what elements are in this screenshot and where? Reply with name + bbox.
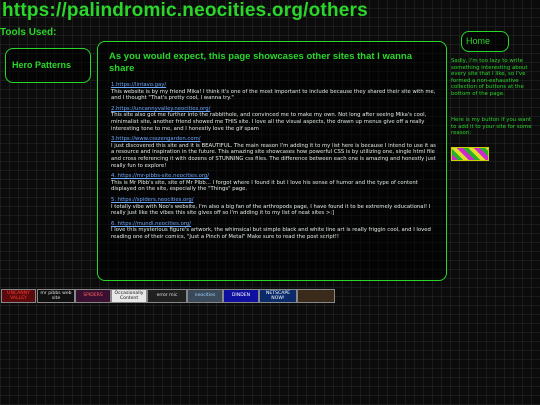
site-description-4: This is Mr Pibb's site, site of Mr Pibb... I forgot where I found it but I love his sense of humor and the type of content displayed on the site, especially the "Things" page.: [111, 179, 418, 193]
site-description-5: I totally vibe with Noo's website, I'm also a big fan of the arthropods page, I have found it to be extremely educational! I really just like the vibes this site gives off so I'm adding it to my list of neat sites >:]: [111, 203, 431, 217]
site-entry-5: [111, 197, 437, 217]
hero-patterns-link[interactable]: [5, 48, 91, 83]
dinden-button[interactable]: DINDEN: [223, 289, 259, 303]
site-link-6[interactable]: 6. https://mundi.neocities.org/: [111, 220, 192, 227]
home-label: Home: [466, 36, 491, 46]
sidebar-button-note: Here is my button if you want to add it to your site for some reason:: [451, 117, 532, 137]
my-site-button[interactable]: [451, 147, 489, 161]
misc-site-button[interactable]: [297, 289, 335, 303]
uncanny-valley-button[interactable]: UNCANNY VALLEY: [1, 289, 36, 303]
site-entry-6: [111, 221, 437, 241]
site-entry-2: [111, 106, 437, 132]
site-description-6: I love this mysterious figure's artwork, the whimsical but simple black and white line art is really friggin cool, and I loved reading one of their comics, "Just a Pinch of Metal" Make sure to read the post script!!: [111, 227, 431, 240]
occasionally-content-button[interactable]: Occasionally Content: [111, 289, 147, 303]
site-url-heading: https://palindromic.neocities.org/others: [2, 0, 368, 21]
sidebar-note: Sadly, I'm too lazy to write something interesting about every site that I like, so I've formed a non-exhaustive collection of buttons at the bottom of the page.: [451, 58, 528, 97]
main-content-panel: [97, 41, 447, 281]
site-link-5[interactable]: 5. https://spiders.neocities.org/: [111, 196, 194, 203]
site-description-2: This site also got me further into the rabbithole, and convinced me to make my own. Not long after seeing Mika's cool, minimalist site, another friend showed me THIS site. I love all the visual aspects, the drawn up menus give off a really interesting tone to me, and I honestly love the gif spam: [111, 112, 427, 132]
site-entry-1: [111, 82, 437, 102]
site-link-1[interactable]: 1.https://lintavo.gay/: [111, 82, 167, 88]
home-button[interactable]: [461, 31, 509, 52]
site-link-2[interactable]: 2.https://uncannyvalley.neocities.org/: [111, 105, 211, 112]
error-mic-button[interactable]: error mic: [147, 289, 187, 303]
site-entries: [111, 82, 437, 244]
neocities-button[interactable]: neocities: [187, 289, 223, 303]
site-link-4[interactable]: 4. https://mr-pibbs-site.neocities.org/: [111, 173, 210, 180]
tools-used-label: Tools Used:: [0, 27, 57, 38]
site-description-3: I just discovered this site and it is BEAUTIFUL. The main reason I'm adding it to my list here is because I intend to use it as a resource and inspiration in the future. This amazing site showcases how powerful CSS is by utilizing one, single html file and cross referencing it with dozens of STUNNING css files. The difference between each one is amazing and honestly just really fun to explore!: [111, 142, 436, 169]
mr-pibbs-button[interactable]: mr pibbs web site: [37, 289, 75, 303]
site-entry-3: [111, 136, 437, 169]
site-link-3[interactable]: 3.https://www.csszengarden.com/: [111, 136, 201, 143]
main-title: As you would expect, this page showcases other sites that I wanna share: [109, 51, 413, 74]
site-entry-4: [111, 173, 437, 193]
hero-patterns-label: Hero Patterns: [12, 60, 72, 70]
netscape-now-button[interactable]: NETSCAPE NOW!: [259, 289, 297, 303]
spiders-button[interactable]: SPIDERS: [75, 289, 111, 303]
site-description-1: This website is by my friend Mika! I think it's one of the most important to include because they shared their site with me, and I thought "That's pretty cool, I wanna try.": [111, 88, 436, 102]
